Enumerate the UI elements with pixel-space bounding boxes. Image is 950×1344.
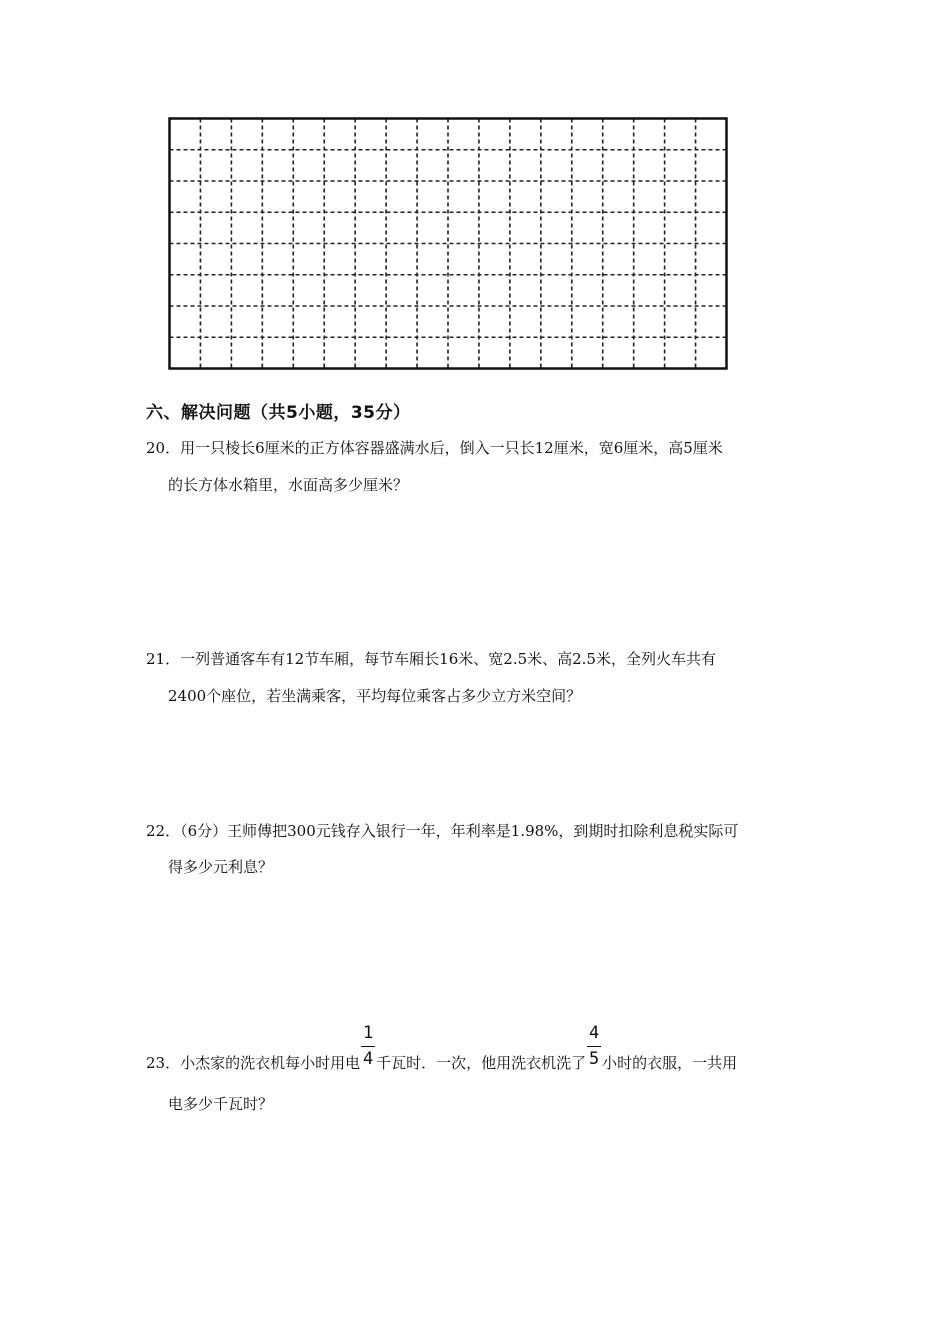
question-21-number: 21． xyxy=(146,650,181,668)
fraction-1-numerator: 1 xyxy=(362,1023,374,1043)
fraction-2-denominator: 5 xyxy=(589,1049,600,1069)
question-20-number: 20． xyxy=(146,439,181,457)
question-22-line-1 xyxy=(146,821,738,841)
question-23-number: 23． xyxy=(146,1054,181,1072)
question-21-line-1 xyxy=(146,649,716,669)
writing-grid-svg xyxy=(168,117,728,370)
question-20-text-1: 用一只棱长6厘米的正方体容器盛满水后，倒入一只长12厘米，宽6厘米，高5厘米 xyxy=(180,439,723,457)
fraction-2-bar xyxy=(587,1046,601,1047)
question-23-text-part-3: 小时的衣服，一共用 xyxy=(602,1054,738,1072)
fraction-1-bar xyxy=(361,1046,375,1047)
question-23-text-2: 电多少千瓦时？ xyxy=(168,1095,274,1113)
fraction-1-denominator: 4 xyxy=(362,1049,374,1069)
fraction-one-quarter xyxy=(360,1023,376,1073)
question-22-text-2: 得多少元利息？ xyxy=(168,858,274,876)
question-21-text-1: 一列普通客车有12节车厢，每节车厢长16米、宽2.5米、高2.5米，全列火车共有 xyxy=(180,650,716,668)
question-22-number: 22． xyxy=(146,822,181,840)
question-23-text-part-1: 小杰家的洗衣机每小时用电 xyxy=(180,1054,361,1072)
question-20-text-2: 的长方体水箱里，水面高多少厘米？ xyxy=(168,476,409,494)
question-20-line-1 xyxy=(146,438,723,458)
question-21-text-2: 2400个座位，若坐满乘客，平均每位乘客占多少立方米空间？ xyxy=(168,687,582,705)
question-22-text-1: （6分）王师傅把300元钱存入银行一年，年利率是1.98%，到期时扣除利息税实际可 xyxy=(180,822,739,840)
question-23-text-part-2: 千瓦时．一次，他用洗衣机洗了 xyxy=(376,1054,587,1072)
writing-grid xyxy=(168,117,728,370)
question-23-line-1 xyxy=(146,1023,738,1073)
fraction-2-numerator: 4 xyxy=(589,1023,600,1043)
section-title: 六、解决问题（共5小题，35分） xyxy=(146,403,411,423)
fraction-four-fifths xyxy=(586,1023,602,1073)
